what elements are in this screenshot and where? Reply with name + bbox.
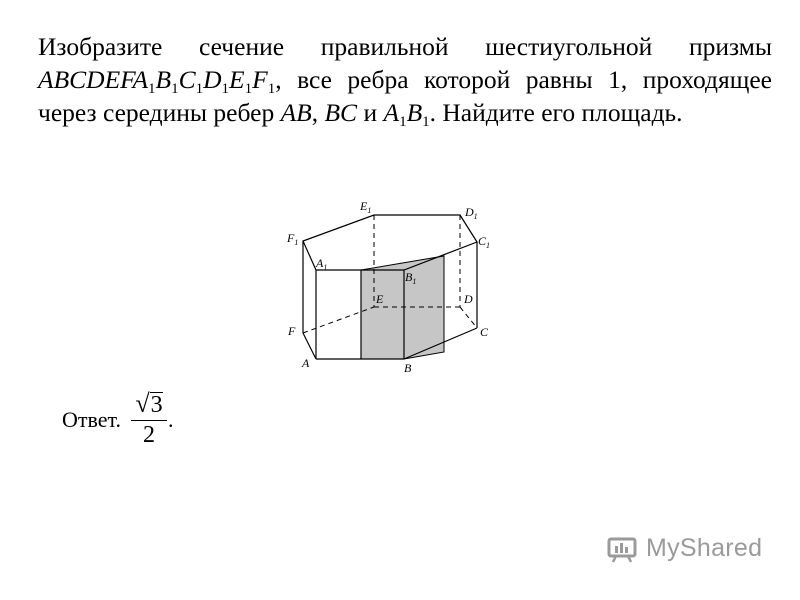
answer-label: Ответ.: [62, 407, 121, 432]
problem-text: [38, 30, 772, 129]
edge-a1b1-a: A: [383, 98, 400, 127]
label-a: A: [302, 356, 310, 370]
logo-text: MyShared: [646, 534, 763, 562]
vertex-c1: C: [178, 65, 196, 94]
prism-diagram: [280, 195, 510, 380]
label-a1: $A_1$: [316, 256, 328, 272]
conjunction: и: [357, 98, 384, 127]
label-b: B: [404, 361, 412, 375]
presentation-board-icon: [606, 535, 640, 563]
edge-bc: BC: [324, 98, 358, 127]
problem-line-2: [38, 63, 772, 96]
separator: ,: [311, 98, 325, 127]
label-e1: $E_1$: [360, 199, 372, 215]
problem-line-1: Изобразите сечение правильной шестиугольной призмы: [38, 32, 772, 61]
label-f: F: [288, 324, 296, 338]
subscript: 1: [195, 81, 204, 97]
label-c: C: [480, 325, 489, 339]
subscript: 1: [422, 114, 430, 130]
vertex-a1: A: [132, 65, 149, 94]
fraction-numerator: [133, 391, 164, 420]
subscript: 1: [171, 81, 179, 97]
radicand: 3: [150, 392, 163, 418]
myshared-logo: [606, 534, 762, 563]
label-c1: $C_1$: [478, 234, 491, 250]
label-e: E: [376, 292, 384, 306]
label-b1: $B_1$: [405, 270, 417, 286]
problem-line-3-end: . Найдите его площадь.: [429, 98, 683, 127]
answer-period: .: [168, 407, 174, 432]
edge-ab: AB: [280, 98, 312, 127]
vertex-d1: D: [203, 65, 222, 94]
problem-line-2-tail: , все ребра которой равны 1, проходящее: [275, 65, 772, 94]
prism-base-name: ABCDEF: [38, 65, 133, 94]
problem-line-3-start: через середины ребер: [38, 98, 281, 127]
subscript: 1: [399, 114, 407, 130]
problem-line-3: [38, 96, 772, 129]
sqrt-icon: √: [135, 389, 150, 418]
fraction-denominator: 2: [143, 422, 155, 448]
label-d1: $D_1$: [465, 205, 478, 221]
answer: [62, 385, 174, 455]
prism-figure: [280, 195, 510, 380]
vertex-f1: F: [252, 65, 268, 94]
answer-fraction: [131, 391, 167, 449]
subscript: 1: [244, 81, 253, 97]
subscript: 1: [267, 81, 276, 97]
vertex-b1: B: [155, 65, 172, 94]
vertex-e1: E: [229, 65, 245, 94]
label-d: D: [464, 292, 473, 306]
edge-a1b1-b: B: [406, 98, 423, 127]
subscript: 1: [221, 81, 230, 97]
subscript: 1: [148, 81, 156, 97]
label-f1: $F_1$: [287, 231, 299, 247]
